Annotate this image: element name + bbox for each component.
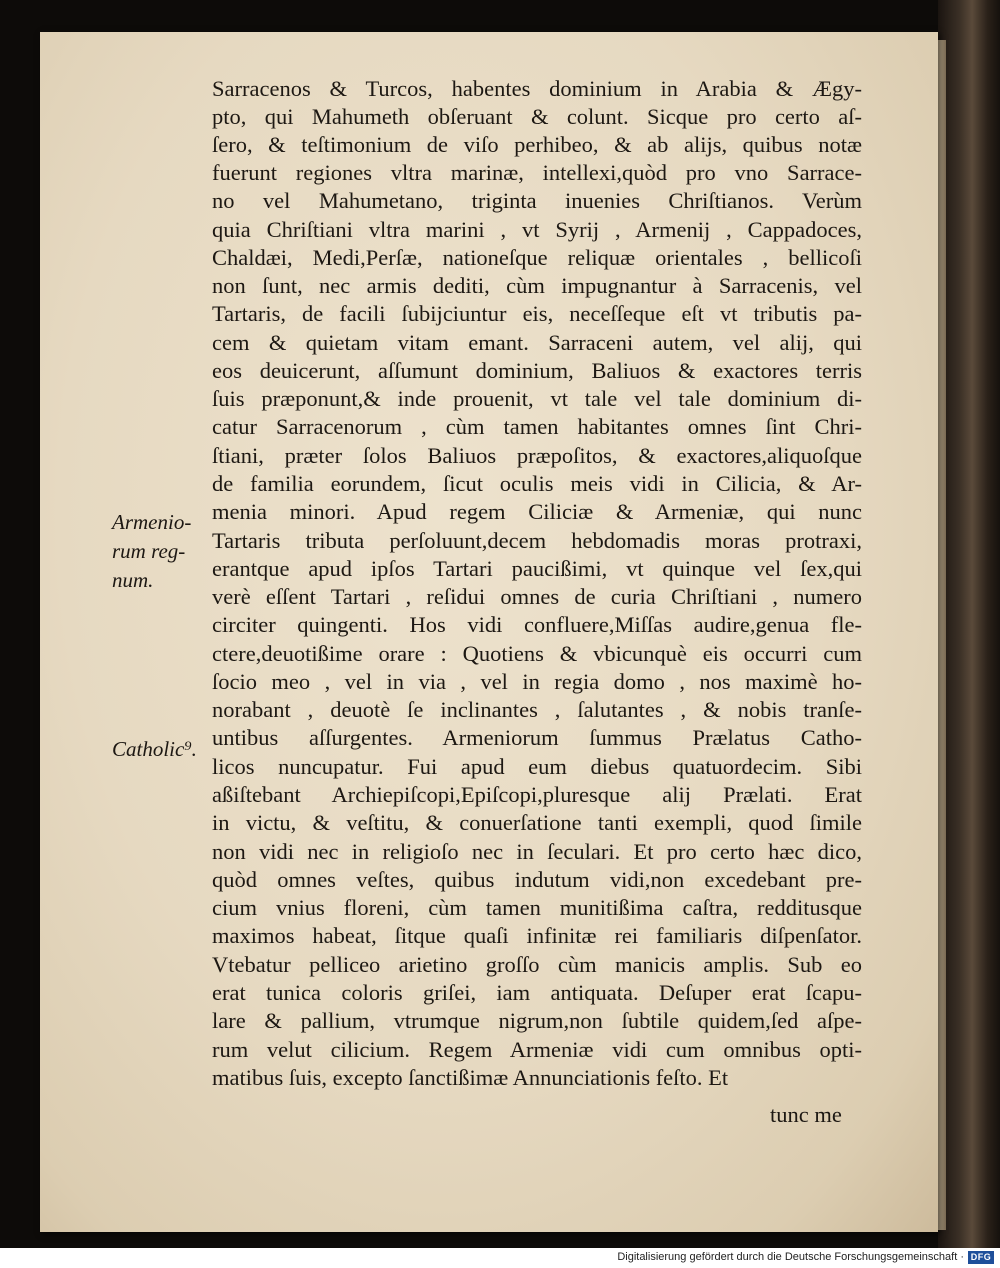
text-line: cium vnius floreni, cùm tamen munitißima caſtra, redditusque (212, 895, 862, 920)
marginal-note-armeniorum-line-2: rum reg- (112, 539, 186, 563)
text-line: no vel Mahumetano, triginta inuenies Chriſtianos. Verùm (212, 188, 862, 213)
marginal-note-catholicos: Catholic⁹. (112, 737, 197, 761)
page-edge (938, 40, 946, 1230)
text-line: licos nuncupatur. Fui apud eum diebus quatuordecim. Sibi (212, 754, 862, 779)
text-line: fuerunt regiones vltra marinæ, intellexi,quòd pro vno Sarrace- (212, 160, 862, 185)
text-line: ſocio meo , vel in via , vel in regia domo , nos maximè ho- (212, 669, 862, 694)
text-line: non ſunt, nec armis dediti, cùm impugnantur à Sarracenis, vel (212, 273, 862, 298)
text-line: erat tunica coloris griſei, iam antiquata. Deſuper erat ſcapu- (212, 980, 862, 1005)
catchword: tunc me (770, 1102, 842, 1127)
dfg-logo: DFG (968, 1251, 994, 1264)
text-line: Sarracenos & Turcos, habentes dominium in Arabia & Ægy- (212, 76, 862, 101)
text-line: untibus aſſurgentes. Armeniorum ſummus Prælatus Catho- (212, 725, 862, 750)
text-line: ſuis præponunt,& inde prouenit, vt tale vel tale dominium di- (212, 386, 862, 411)
marginal-note-armeniorum-line-3: num. (112, 568, 154, 592)
text-line: matibus ſuis, excepto ſanctißimæ Annunciationis feſto. Et (212, 1065, 729, 1090)
text-line: catur Sarracenorum , cùm tamen habitantes omnes ſint Chri- (212, 414, 862, 439)
text-line: de familia eorundem, ſicut oculis meis vidi in Cilicia, & Ar- (212, 471, 862, 496)
text-line: lare & pallium, vtrumque nigrum,non ſubtile quidem,ſed aſpe- (212, 1008, 862, 1033)
text-line: in victu, & veſtitu, & conuerſatione tanti exempli, quod ſimile (212, 810, 862, 835)
text-line: ſero, & teſtimonium de viſo perhibeo, & ab alijs, quibus notæ (212, 132, 862, 157)
text-line: Vtebatur pelliceo arietino groſſo cùm manicis amplis. Sub eo (212, 952, 862, 977)
footer-bar (0, 1248, 1000, 1268)
text-line: Tartaris, de facili ſubijciuntur eis, neceſſeque eſt vt tributis pa- (212, 301, 862, 326)
text-line: aßiſtebant Archiepiſcopi,Epiſcopi,pluresque alij Prælati. Erat (212, 782, 862, 807)
text-line: Tartaris tributa perſoluunt,decem hebdomadis moras protraxi, (212, 528, 862, 553)
text-line: non vidi nec in religioſo nec in ſeculari. Et pro certo hæc dico, (212, 839, 862, 864)
text-line: Chaldæi, Medi,Perſæ, nationeſque reliquæ orientales , bellicoſi (212, 245, 862, 270)
text-line: erantque apud ipſos Tartari paucißimi, vt quinque vel ſex,qui (212, 556, 862, 581)
text-line: circiter quingenti. Hos vidi confluere,Miſſas audire,genua fle- (212, 612, 862, 637)
text-line: ctere,deuotißime orare : Quotiens & vbicunquè eis occurri cum (212, 641, 862, 666)
text-line: verè eſſent Tartari , reſidui omnes de curia Chriſtiani , numero (212, 584, 862, 609)
text-line: cem & quietam vitam emant. Sarraceni autem, vel alij, qui (212, 330, 862, 355)
book-spine (938, 0, 1000, 1248)
funding-credit: Digitalisierung gefördert durch die Deutsche Forschungsgemeinschaft · (617, 1251, 964, 1263)
marginal-note-armeniorum-line-1: Armenio- (112, 510, 192, 534)
text-line: norabant , deuotè ſe inclinantes , ſalutantes , & nobis tranſe- (212, 697, 862, 722)
text-line: maximos habeat, ſitque quaſi infinitæ rei familiaris diſpenſator. (212, 923, 862, 948)
text-line: ſtiani, præter ſolos Baliuos præpoſitos, & exactores,aliquoſque (212, 443, 862, 468)
text-line: rum velut cilicium. Regem Armeniæ vidi cum omnibus opti- (212, 1037, 862, 1062)
text-line: quia Chriſtiani vltra marini , vt Syrij , Armenij , Cappadoces, (212, 217, 862, 242)
text-line: menia minori. Apud regem Ciliciæ & Armeniæ, qui nunc (212, 499, 862, 524)
text-line: eos deuicerunt, aſſumunt dominium, Baliuos & exactores terris (212, 358, 862, 383)
text-line: pto, qui Mahumeth obſeruant & colunt. Sicque pro certo aſ- (212, 104, 862, 129)
text-line: quòd omnes veſtes, quibus indutum vidi,non excedebant pre- (212, 867, 862, 892)
